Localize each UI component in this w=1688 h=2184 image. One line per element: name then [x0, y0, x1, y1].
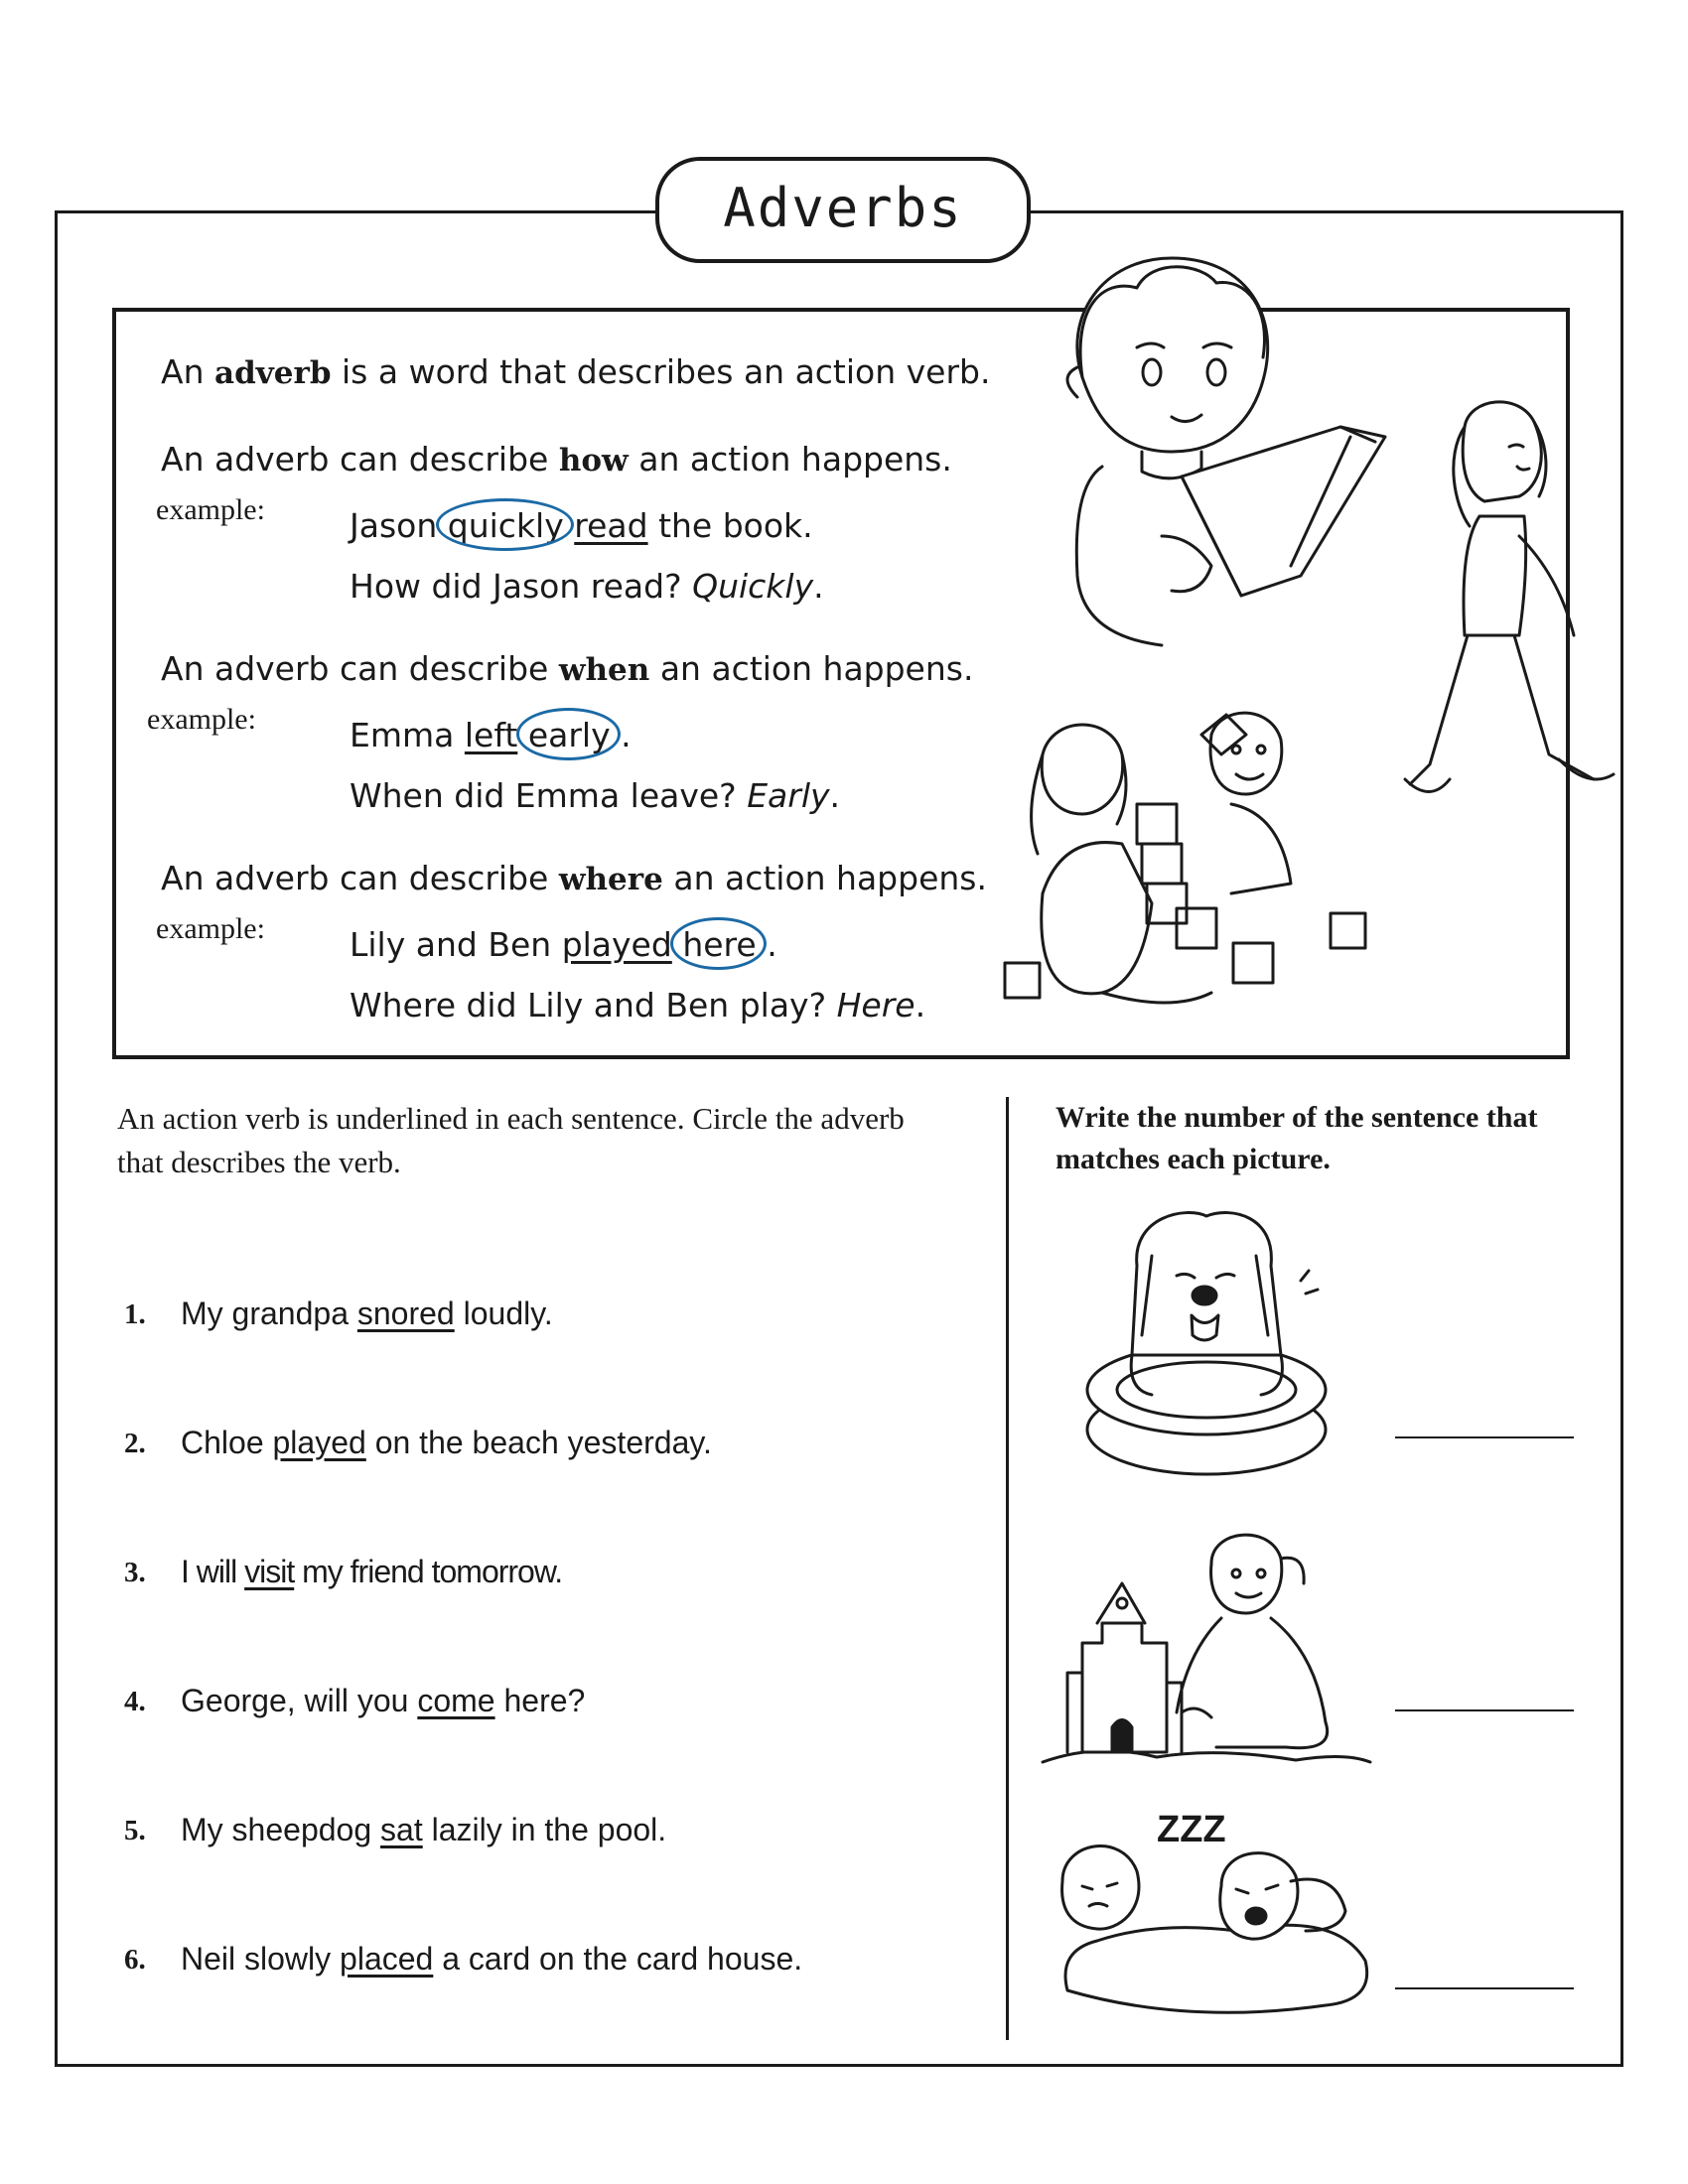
example-question — [350, 986, 925, 1024]
example-label: example: — [147, 703, 256, 736]
rule-keyword: when — [558, 652, 650, 688]
sentence-text: a card on the card house. — [442, 1941, 803, 1977]
question-number: 4. — [124, 1686, 146, 1717]
question-sentence — [181, 1554, 562, 1590]
question-5 — [124, 1812, 667, 1847]
example-question — [350, 567, 824, 606]
definition-term: adverb — [214, 355, 332, 391]
rule-when — [161, 649, 973, 688]
example-sentence — [350, 925, 777, 964]
definition-text: is a word that describes an action verb. — [342, 352, 991, 391]
question-answer: Here — [836, 986, 915, 1024]
answer-blank[interactable] — [1395, 1987, 1574, 1989]
punctuation: . — [914, 986, 926, 1024]
sentence-text: . — [621, 716, 632, 754]
rule-text: An adverb can describe — [161, 649, 549, 688]
sentence-text: . — [767, 925, 777, 964]
sentence-text: My sheepdog — [181, 1812, 372, 1847]
underlined-verb: placed — [340, 1941, 434, 1977]
question-text: How did Jason read? — [350, 567, 682, 606]
rule-text: An adverb can describe — [161, 859, 549, 897]
underlined-verb: read — [574, 506, 648, 545]
circled-adverb: here — [682, 925, 757, 964]
rule-how — [161, 440, 952, 478]
answer-blank[interactable] — [1395, 1709, 1574, 1711]
sentence-text: loudly. — [463, 1296, 553, 1331]
example-label: example: — [156, 493, 265, 526]
question-answer: Early — [747, 776, 830, 815]
question-1 — [124, 1296, 553, 1331]
sentence-text: Emma — [350, 716, 455, 754]
underlined-verb: come — [417, 1683, 495, 1718]
girl-sandcastle-icon — [1038, 1524, 1375, 1772]
question-number: 1. — [124, 1298, 146, 1330]
page-title: Adverbs — [655, 157, 1031, 263]
sentence-text: Jason — [350, 506, 438, 545]
question-sentence — [181, 1941, 802, 1978]
question-number: 6. — [124, 1944, 146, 1976]
rule-where — [161, 859, 987, 897]
underlined-verb: sat — [380, 1812, 423, 1847]
sentence-text: lazily in the pool. — [431, 1812, 667, 1847]
rule-text: an action happens. — [673, 859, 987, 897]
example-sentence — [350, 716, 632, 754]
underlined-verb: visit — [244, 1554, 295, 1589]
circled-adverb: quickly — [447, 506, 564, 545]
rule-text: An adverb can describe — [161, 440, 549, 478]
sentence-text: the book. — [658, 506, 813, 545]
sentence-text: George, will you — [181, 1683, 409, 1718]
answer-blank[interactable] — [1395, 1436, 1574, 1438]
sentence-text: My grandpa — [181, 1296, 349, 1331]
matching-instructions: Write the number of the sentence that matches each picture. — [1055, 1101, 1538, 1175]
sentence-text: I will — [181, 1554, 237, 1589]
dog-in-pool-icon — [1077, 1206, 1336, 1484]
rule-keyword: how — [558, 443, 629, 478]
question-6 — [124, 1941, 803, 1977]
question-text: When did Emma leave? — [350, 776, 737, 815]
example-sentence — [350, 506, 813, 545]
underlined-verb: played — [272, 1425, 366, 1460]
question-sentence — [181, 1683, 585, 1719]
rule-text: an action happens. — [659, 649, 974, 688]
underlined-verb: played — [561, 925, 672, 964]
boy-reading-icon — [1043, 248, 1400, 655]
sleeping-snore-icon — [1038, 1802, 1375, 2025]
underlined-verb: left — [464, 716, 518, 754]
snore-text: ZZZ — [1157, 1809, 1226, 1850]
example-label: example: — [156, 912, 265, 945]
sentence-text: on the beach yesterday. — [374, 1425, 712, 1460]
question-sentence — [181, 1812, 666, 1848]
question-number: 5. — [124, 1815, 146, 1846]
question-answer: Quickly — [692, 567, 814, 606]
definition-line — [161, 352, 990, 391]
question-number: 2. — [124, 1428, 146, 1459]
punctuation: . — [829, 776, 841, 815]
sentence-text: here? — [503, 1683, 586, 1718]
underlined-verb: snored — [356, 1296, 455, 1331]
rule-text: an action happens. — [638, 440, 952, 478]
question-sentence — [181, 1296, 553, 1332]
sentence-text: Lily and Ben — [350, 925, 552, 964]
girl-walking-icon — [1390, 387, 1618, 844]
question-number: 3. — [124, 1557, 146, 1588]
question-text: Where did Lily and Ben play? — [350, 986, 827, 1024]
question-3 — [124, 1554, 563, 1589]
circled-adverb: early — [527, 716, 611, 754]
punctuation: . — [813, 567, 824, 606]
definition-text: An — [161, 352, 205, 391]
question-sentence — [181, 1425, 712, 1461]
exercise-instructions: An action verb is underlined in each sentence. Circle the adverb that describes the verb. — [117, 1101, 905, 1179]
rule-keyword: where — [558, 862, 663, 897]
sentence-text: Chloe — [181, 1425, 264, 1460]
kids-blocks-icon — [1003, 695, 1400, 1032]
sentence-text: my friend tomorrow. — [302, 1554, 563, 1589]
section-divider — [1006, 1097, 1009, 2040]
question-2 — [124, 1425, 712, 1460]
sentence-text: Neil slowly — [181, 1941, 332, 1977]
question-4 — [124, 1683, 586, 1718]
example-question — [350, 776, 840, 815]
